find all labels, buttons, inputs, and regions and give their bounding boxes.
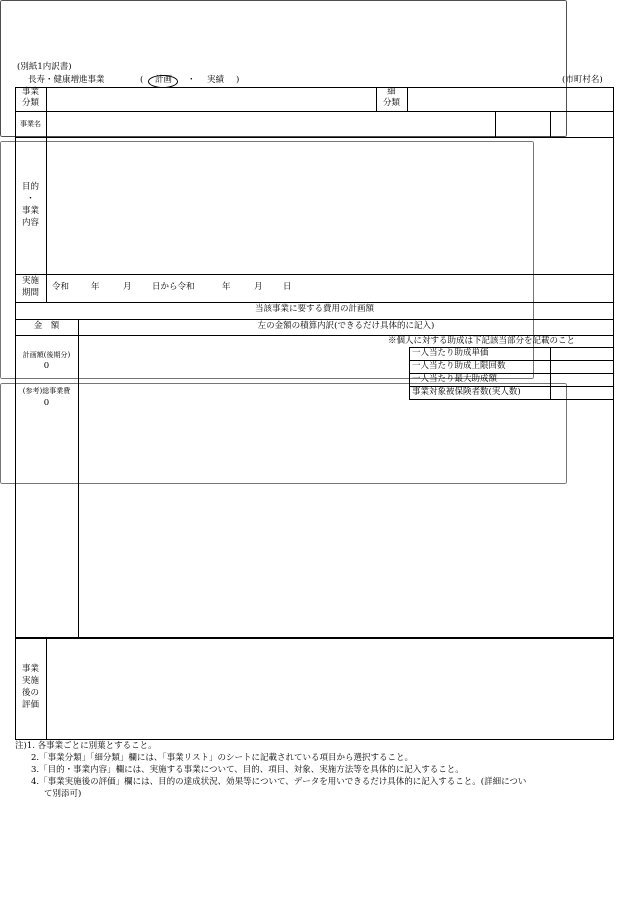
close-paren: ) — [236, 75, 240, 85]
purpose-label-line1: 目的 — [21, 182, 39, 192]
attachment-label: (別紙1内訳書) — [17, 62, 72, 72]
note-line: 2.「事業分類」「細分類」欄には、「事業リスト」のシートに記載されている項目から選択すること。 — [31, 753, 413, 763]
business-title: 長寿・健康増進事業 — [28, 75, 105, 85]
breakdown-header: 左の金額の積算内訳(できるだけ具体的に記入) — [257, 321, 435, 331]
subcategory-label-line1: 細 — [387, 87, 396, 97]
period-label-line2: 期間 — [21, 288, 39, 298]
period-day-end: 日 — [283, 282, 292, 292]
subsidy-row-label: 一人当たり助成上限回数 — [412, 361, 506, 371]
category-label-line1: 事業 — [21, 87, 39, 97]
municipality-label: (市町村名) — [562, 75, 603, 85]
total-cost-label: (参考)総事業費 — [22, 387, 71, 395]
subcategory-field[interactable] — [410, 90, 610, 108]
separator-dot: ・ — [187, 75, 196, 85]
actual-option[interactable]: 実績 — [207, 75, 225, 85]
note-line: 注)1. 各事業ごとに別葉とすること。 — [15, 741, 157, 751]
project-name-extra-field-2[interactable] — [553, 114, 610, 134]
planned-amount-value[interactable]: 0 — [43, 361, 50, 371]
evaluation-label-line2: 実施 — [21, 676, 39, 686]
project-name-field[interactable] — [49, 114, 492, 134]
period-month-end: 月 — [254, 282, 263, 292]
period-year-start: 年 — [91, 282, 100, 292]
project-name-label: 事業名 — [20, 120, 41, 128]
period-era-start: 令和 — [52, 282, 70, 292]
note-line: て別添可) — [44, 789, 82, 799]
period-label-line1: 実施 — [21, 276, 39, 286]
evaluation-label-line1: 事業 — [21, 664, 39, 674]
subcategory-label-line2: 分類 — [382, 98, 400, 108]
cost-section-title: 当該事業に要する費用の計画額 — [254, 304, 374, 314]
plan-option[interactable]: 計画 — [155, 75, 173, 85]
purpose-label-line2: ・ — [26, 194, 35, 204]
subsidy-row-label: 一人当たり助成単価 — [412, 348, 489, 358]
total-cost-value[interactable]: 0 — [43, 398, 50, 408]
purpose-label-line3: 事業 — [21, 206, 39, 216]
category-label-line2: 分類 — [21, 98, 39, 108]
subsidy-row-label: 事業対象被保険者数(実人数) — [412, 387, 521, 397]
purpose-label-line4: 内容 — [21, 218, 39, 228]
project-name-extra-field-1[interactable] — [498, 114, 547, 134]
open-paren: ( — [140, 75, 144, 85]
period-from: 日から令和 — [152, 282, 195, 292]
period-month-start: 月 — [123, 282, 132, 292]
evaluation-label-line4: 評価 — [21, 700, 39, 710]
subsidy-row-label: 一人当たり最大助成額 — [412, 374, 498, 384]
period-year-end: 年 — [222, 282, 231, 292]
planned-amount-label: 計画額(後期分) — [22, 351, 71, 359]
category-field[interactable] — [49, 90, 373, 108]
evaluation-label-line3: 後の — [21, 688, 39, 698]
subsidy-note: ※個人に対する助成は下記該当部分を記載のこと — [388, 336, 576, 346]
note-line: 3.「目的・事業内容」欄には、実施する事業について、目的、項目、対象、実施方法等を具体的に記入すること。 — [31, 765, 464, 775]
note-line: 4.「事業実施後の評価」欄には、目的の達成状況、効果等について、データを用いできるだけ具体的に記入すること。(詳細につい — [31, 777, 527, 787]
amount-header: 金 額 — [33, 321, 60, 331]
